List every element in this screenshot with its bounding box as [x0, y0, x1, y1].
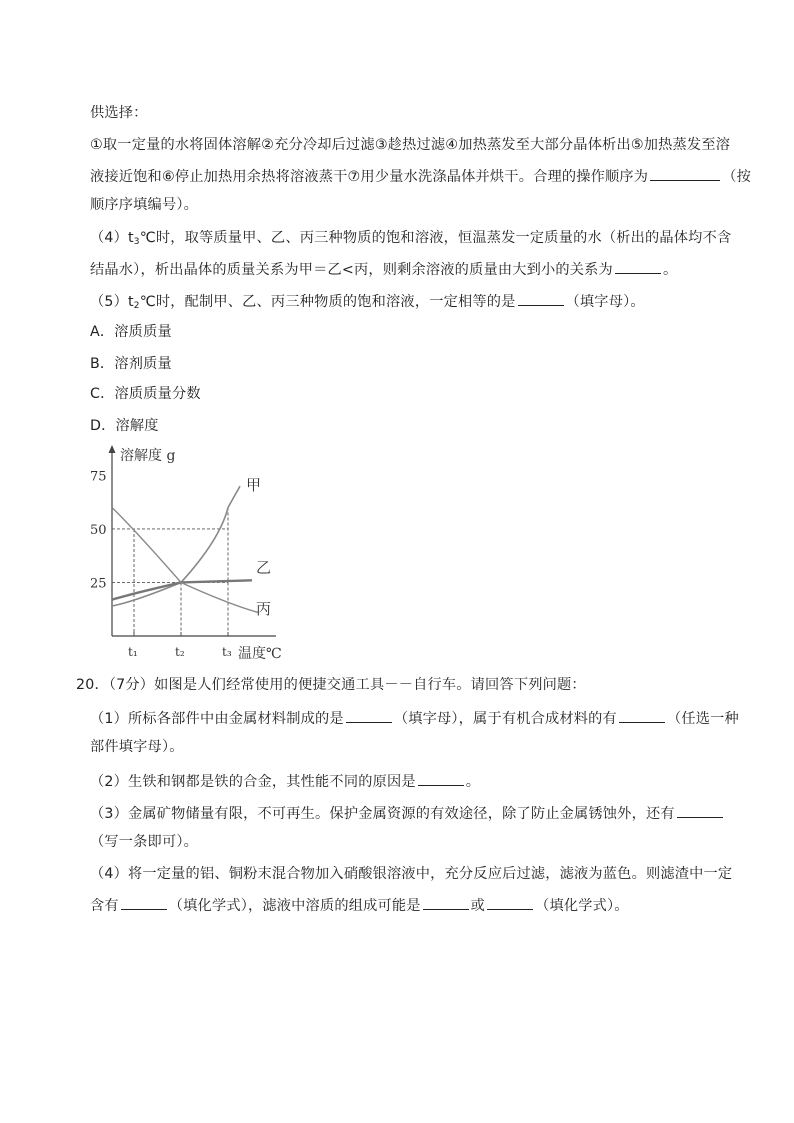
q20-part-1-line-1: （1）所标各部件中由金属材料制成的是 （填字母），属于有机合成材料的有 （任选一种 — [90, 707, 739, 729]
answer-blank-synthetic[interactable] — [619, 707, 665, 723]
series-jia-label: 甲 — [246, 476, 262, 495]
answer-blank-solute-2[interactable] — [487, 894, 533, 910]
answer-blank-alloy[interactable] — [418, 770, 464, 786]
answer-blank-metal[interactable] — [346, 707, 392, 723]
part-5-line: $(5)t_2℃$时，配制甲、乙、丙三种物质的饱和溶液，一定相等的是 （填字母）。 — [90, 290, 645, 316]
choice-a: A．溶质质量 — [90, 324, 172, 340]
q20-part-4-line-1: （4）将一定量的铝、铜粉末混合物加入硝酸银溶液中，充分反应后过滤，滤液为蓝色。则滤渣中一定 — [90, 866, 733, 882]
answer-blank-order[interactable] — [650, 165, 720, 181]
q20-part-4-line-2: 含有 （填化学式），滤液中溶质的组成可能是 或 （填化学式）。 — [90, 894, 629, 916]
q20-part-3-line-1: （3）金属矿物储量有限，不可再生。保护金属资源的有效途径，除了防止金属锈蚀外，还有 — [90, 802, 725, 824]
answer-blank-solute-1[interactable] — [423, 894, 469, 910]
steps-line-1: ①取一定量的水将固体溶解②充分冷却后过滤③趁热过滤④加热蒸发至大部分晶体析出⑤加热蒸发至溶 — [90, 137, 731, 153]
choice-d: D．溶解度 — [90, 418, 159, 434]
answer-blank-solution-mass[interactable] — [615, 258, 661, 274]
x-axis-label: 温度℃ — [238, 646, 282, 662]
steps-line-3: 顺序序填编号）。 — [90, 197, 199, 213]
q20-part-2: （2）生铁和钢都是铁的合金，其性能不同的原因是 。 — [90, 770, 480, 792]
series-jia-line — [112, 486, 240, 606]
part-4-line-1: $(4)t_3℃$时，取等质量甲、乙、丙三种物质的饱和溶液，恒温蒸发一定质量的水（析出的晶体均不含 — [90, 230, 732, 247]
q20-part-3-line-2: （写一条即可）。 — [90, 834, 199, 850]
options-intro: 供选择： — [90, 105, 148, 121]
y-tick-label: 50 — [90, 522, 107, 538]
q20-title: 20．（7分）如图是人们经常使用的便捷交通工具－－自行车。请回答下列问题： — [76, 677, 586, 693]
x-tick-label: t₂ — [175, 645, 185, 659]
solubility-chart — [86, 440, 286, 665]
y-axis-arrow — [109, 445, 116, 453]
choice-c: C．溶质质量分数 — [90, 386, 201, 402]
y-tick-label: 25 — [90, 576, 107, 592]
q20-part-1-line-2: 部件填字母）。 — [90, 739, 184, 755]
series-yi-label: 乙 — [256, 558, 272, 577]
steps-line-2: 液接近饱和⑥停止加热用余热将溶液蒸干⑦用少量水洗涤晶体并烘干。合理的操作顺序为 （按 — [90, 165, 751, 187]
x-tick-label: t₁ — [128, 645, 138, 659]
answer-blank-residue[interactable] — [121, 894, 167, 910]
y-axis-label: 溶解度 g — [120, 448, 176, 464]
answer-blank-equal[interactable] — [518, 290, 564, 306]
answer-blank-protect[interactable] — [677, 802, 723, 818]
x-tick-label: t₃ — [222, 645, 232, 659]
y-tick-label: 75 — [90, 469, 107, 485]
choice-b: B．溶剂质量 — [90, 356, 172, 372]
series-bing-label: 丙 — [256, 599, 272, 618]
part-4-line-2: 结晶水），析出晶体的质量关系为甲＝乙<丙，则剩余溶液的质量由大到小的关系为 。 — [90, 258, 677, 280]
